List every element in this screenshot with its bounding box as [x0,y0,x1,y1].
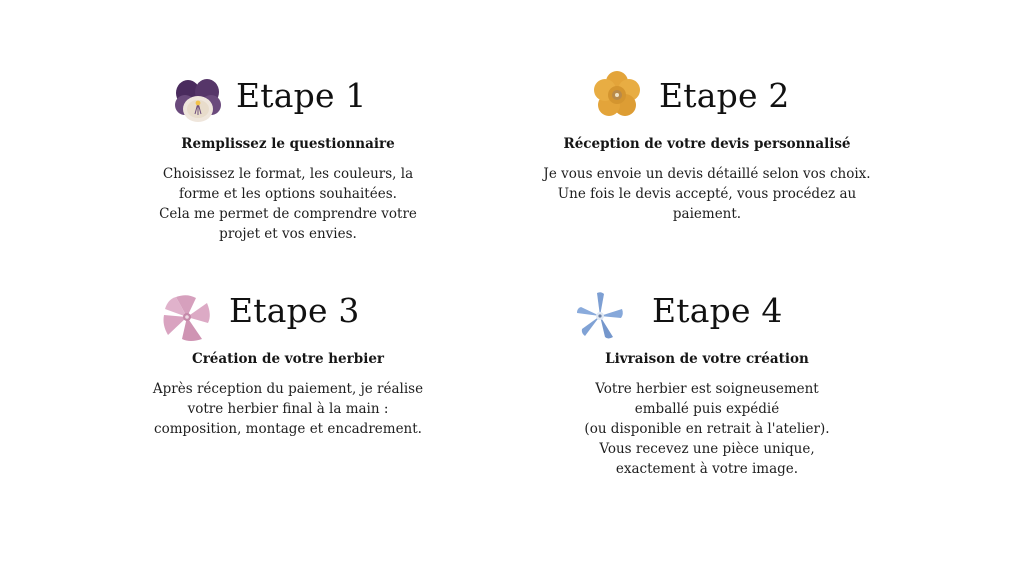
step-title: Etape 2 [659,76,790,115]
step-subtitle: Remplissez le questionnaire [181,136,395,152]
step-description: Votre herbier est soigneusement emballé puis expédié (ou disponible en retrait à l'atelier). Vous recevez une pièce unique, exactement à votre image. [584,381,830,477]
step-title: Etape 3 [229,291,360,330]
step-subtitle: Réception de votre devis personnalisé [563,136,851,152]
step-title: Etape 4 [652,291,783,330]
step-subtitle: Livraison de votre création [605,351,809,367]
step-description: Choisissez le format, les couleurs, la forme et les options souhaitées. Cela me permet de comprendre votre projet et vos envies. [159,166,417,242]
pink-hydrangea-icon [162,293,212,343]
step-description: Je vous envoie un devis détaillé selon vos choix. Une fois le devis accepté, vous procédez au paiement. [543,166,871,222]
step-subtitle: Création de votre herbier [191,351,385,367]
yellow-flower-icon [592,70,642,120]
blue-star-flower-icon [575,291,625,341]
step-title: Etape 1 [236,76,367,115]
pansy-flower-icon [173,76,223,126]
step-description: Après réception du paiement, je réalise votre herbier final à la main : composition, montage et encadrement. [152,381,424,437]
